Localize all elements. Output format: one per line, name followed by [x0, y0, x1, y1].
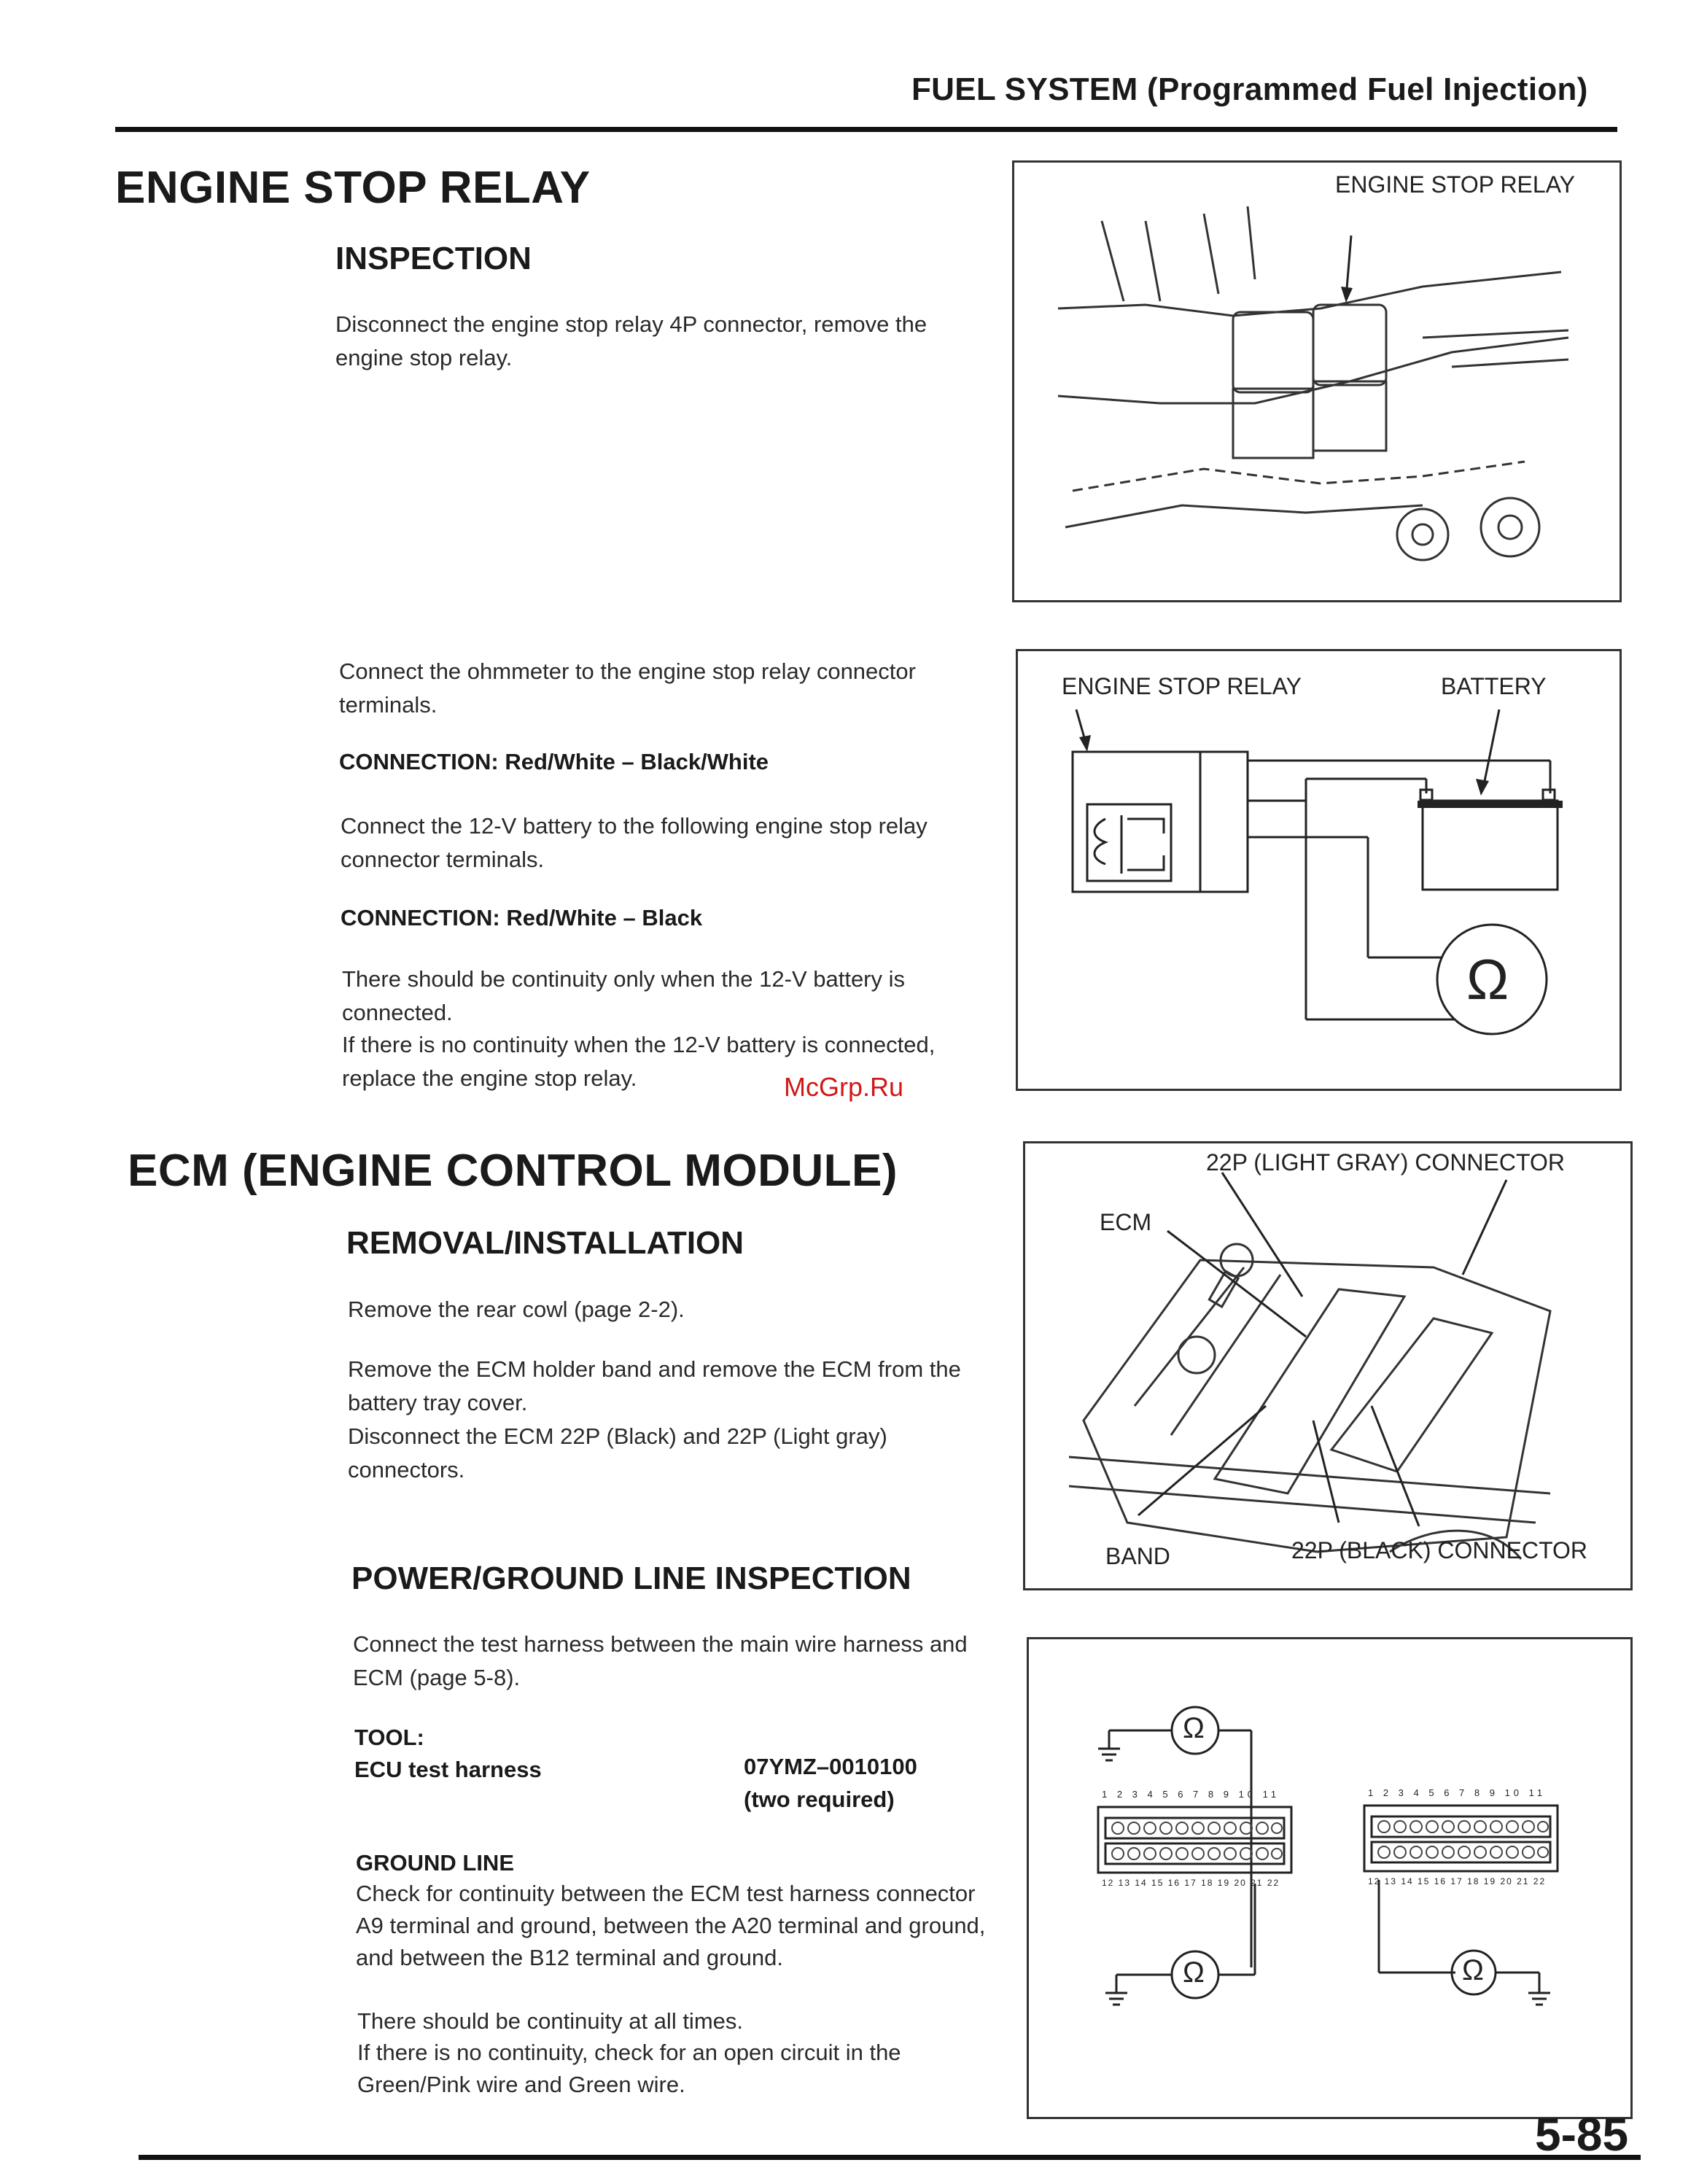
- heading-power-ground-inspection: POWER/GROUND LINE INSPECTION: [351, 1561, 911, 1596]
- fig2-label-battery: BATTERY: [1441, 673, 1547, 699]
- relay-connection-2: CONNECTION: Red/White – Black: [341, 905, 703, 930]
- relay-paragraph-disconnect: Disconnect the engine stop relay 4P connector, remove the engine stop relay.: [335, 311, 928, 370]
- footer-rule: [139, 2155, 1641, 2160]
- relay-circuit-diagram: [1018, 651, 1619, 1089]
- tool-name: ECU test harness: [354, 1757, 542, 1782]
- tool-quantity: (two required): [744, 1787, 895, 1812]
- relay-paragraph-continuity: There should be continuity only when the 12-V battery is connected.: [342, 966, 906, 1025]
- relay-paragraph-replace: If there is no continuity when the 12-V battery is connected, replace the engine stop relay.: [342, 1032, 936, 1091]
- tool-number: 07YMZ–0010100: [744, 1754, 917, 1779]
- running-header: FUEL SYSTEM (Programmed Fuel Injection): [911, 71, 1588, 107]
- figure-engine-stop-relay-location: [1012, 160, 1622, 602]
- connector-b-pins-bottom: 12 13 14 15 16 17 18 19 20 21 22: [1368, 1876, 1547, 1886]
- figure-relay-test-circuit: [1016, 649, 1622, 1091]
- connector-b-pins-top: 1 2 3 4 5 6 7 8 9 10 11: [1368, 1787, 1547, 1798]
- fig3-label-ecm: ECM: [1100, 1209, 1152, 1235]
- ohm-symbol-2: Ω: [1183, 1956, 1205, 1989]
- figure-ground-line-test: [1027, 1637, 1633, 2119]
- watermark: McGrp.Ru: [784, 1072, 904, 1102]
- ecm-paragraph-rear-cowl: Remove the rear cowl (page 2-2).: [348, 1297, 685, 1322]
- ecm-paragraph-open-circuit: If there is no continuity, check for an open circuit in the Green/Pink wire and Green wire.: [357, 2040, 901, 2097]
- fig3-label-band: BAND: [1105, 1543, 1170, 1569]
- fig3-label-light-gray-connector: 22P (LIGHT GRAY) CONNECTOR: [1206, 1149, 1565, 1175]
- section-title-engine-stop-relay: ENGINE STOP RELAY: [115, 163, 591, 213]
- page-number: 5-85: [1535, 2108, 1629, 2161]
- fig1-label-relay: ENGINE STOP RELAY: [1335, 171, 1575, 198]
- fig3-label-black-connector: 22P (BLACK) CONNECTOR: [1291, 1537, 1588, 1563]
- relay-location-drawing: [1014, 163, 1619, 600]
- ecm-paragraph-ground-check: Check for continuity between the ECM test harness connector A9 terminal and ground, between the A20 terminal and ground, and between the B12 terminal and ground.: [356, 1881, 986, 1970]
- figure-ecm-location: [1023, 1141, 1633, 1590]
- connector-a-pins-top: 1 2 3 4 5 6 7 8 9 10 11: [1102, 1789, 1280, 1800]
- ohm-symbol-3: Ω: [1462, 1954, 1484, 1986]
- ecm-paragraph-test-harness: Connect the test harness between the main wire harness and ECM (page 5-8).: [353, 1631, 968, 1690]
- relay-connection-1: CONNECTION: Red/White – Black/White: [339, 749, 769, 774]
- connector-a-pins-bottom: 12 13 14 15 16 17 18 19 20 21 22: [1102, 1878, 1280, 1888]
- section-title-ecm: ECM (ENGINE CONTROL MODULE): [128, 1146, 898, 1196]
- ecm-paragraph-connectors: Disconnect the ECM 22P (Black) and 22P (Light gray) connectors.: [348, 1423, 887, 1482]
- heading-inspection: INSPECTION: [335, 241, 532, 276]
- tool-label: TOOL:: [354, 1725, 424, 1750]
- relay-paragraph-battery: Connect the 12-V battery to the following engine stop relay connector terminals.: [341, 813, 928, 872]
- ecm-paragraph-continuity: There should be continuity at all times.: [357, 2008, 743, 2034]
- ecm-paragraph-holder-band: Remove the ECM holder band and remove the ECM from the battery tray cover.: [348, 1356, 961, 1415]
- header-rule: [115, 127, 1617, 132]
- ohm-meter-symbol: Ω: [1466, 947, 1509, 1011]
- heading-ground-line: GROUND LINE: [356, 1850, 514, 1876]
- relay-paragraph-ohmmeter: Connect the ohmmeter to the engine stop relay connector terminals.: [339, 658, 916, 718]
- ohm-symbol-1: Ω: [1183, 1712, 1205, 1744]
- heading-removal-installation: REMOVAL/INSTALLATION: [346, 1225, 744, 1261]
- fig2-label-relay: ENGINE STOP RELAY: [1062, 673, 1302, 699]
